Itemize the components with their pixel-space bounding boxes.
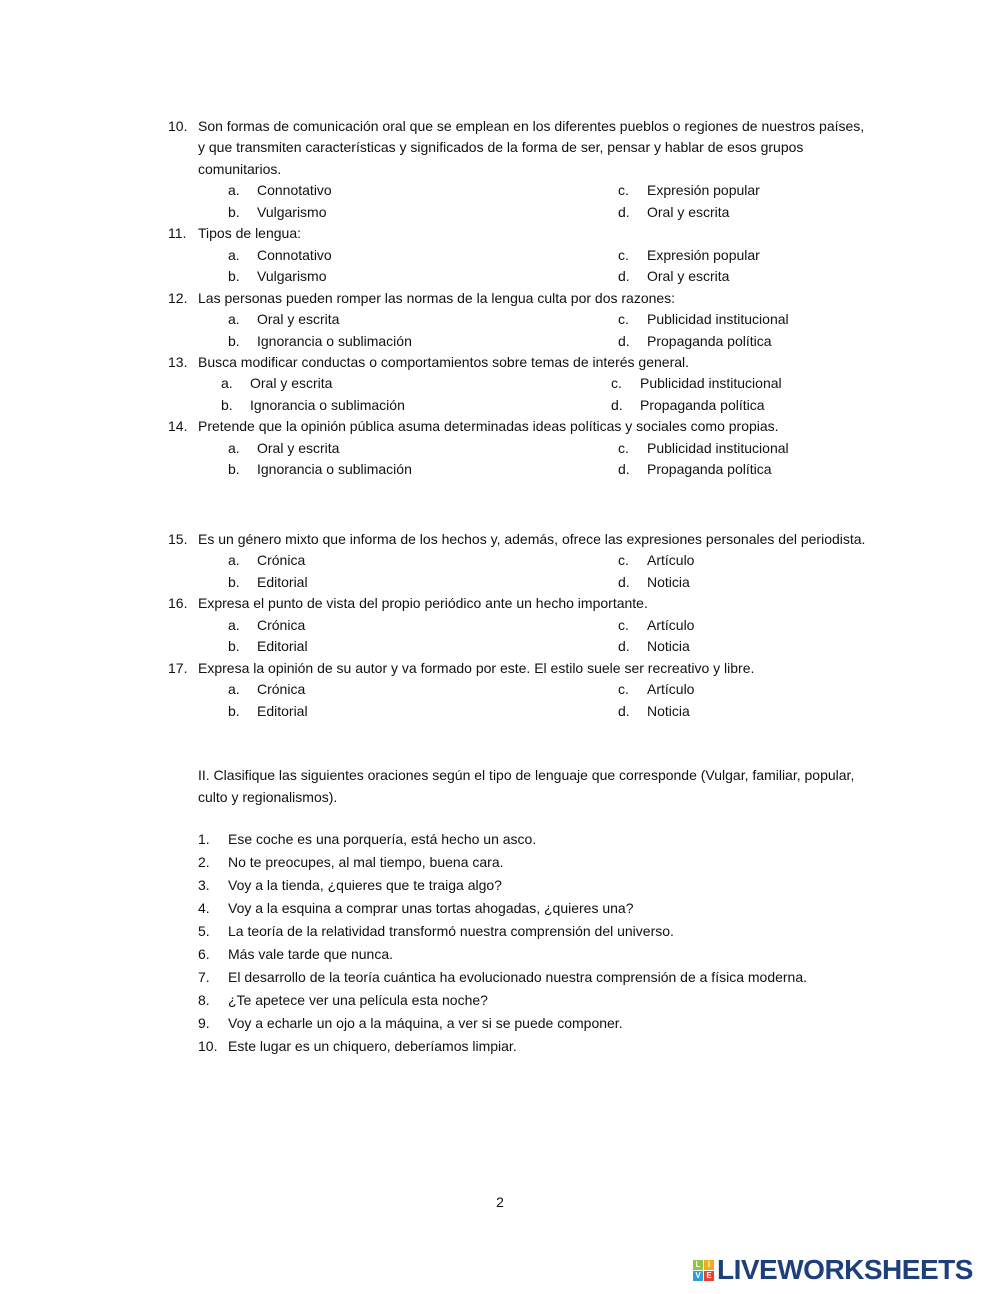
answer-option[interactable] (581, 373, 841, 394)
option-text: Ignorancia o sublimación (257, 461, 412, 478)
option-text: Editorial (257, 638, 308, 655)
option-text: Noticia (647, 702, 690, 719)
sentence-text: Ese coche es una porquería, está hecho un asco. (228, 831, 537, 847)
option-letter: b. (228, 268, 240, 285)
question-text-row (168, 529, 868, 550)
answer-option[interactable] (198, 550, 588, 571)
question (168, 658, 868, 722)
option-text: Artículo (647, 616, 695, 633)
question-number: 10. (168, 118, 188, 134)
option-letter: c. (618, 616, 629, 633)
question (168, 352, 868, 416)
answer-options (198, 550, 868, 593)
answer-option[interactable] (198, 572, 588, 593)
question-number: 11. (168, 225, 187, 242)
answer-option[interactable] (198, 615, 588, 636)
answer-option[interactable] (588, 701, 848, 722)
option-text: Oral y escrita (647, 203, 730, 220)
option-letter: c. (611, 375, 622, 392)
sentence-item (198, 966, 868, 989)
sentence-text: Este lugar es un chiquero, deberíamos limpiar. (228, 1038, 517, 1054)
answer-option[interactable] (588, 331, 848, 352)
option-letter: d. (618, 702, 630, 719)
answer-option[interactable] (198, 180, 588, 201)
option-text: Oral y escrita (257, 439, 340, 456)
answer-option[interactable] (198, 245, 588, 266)
option-letter: b. (228, 332, 240, 349)
sentence-item (198, 851, 868, 874)
sentence-item (198, 920, 868, 943)
question (168, 288, 868, 352)
sentence-text: Voy a echarle un ojo a la máquina, a ver si se puede componer. (228, 1015, 623, 1031)
option-text: Oral y escrita (257, 311, 340, 328)
sentence-item (198, 828, 868, 851)
option-text: Ignorancia o sublimación (257, 332, 412, 349)
option-letter: b. (228, 203, 240, 220)
question-number: 15. (168, 531, 188, 547)
option-letter: d. (618, 268, 630, 285)
answer-option[interactable] (588, 550, 848, 571)
sentence-item (198, 943, 868, 966)
option-letter: d. (618, 332, 630, 349)
option-letter: d. (618, 573, 630, 590)
option-letter: c. (618, 246, 629, 263)
question-text-row (168, 593, 868, 614)
answer-option[interactable] (198, 701, 588, 722)
question-number: 12. (168, 289, 188, 306)
question-text: Pretende que la opinión pública asuma determinadas ideas políticas y sociales como propias. (198, 418, 779, 435)
section-2-instructions: II. Clasifique las siguientes oraciones según el tipo de lenguaje que corresponde (Vulgar, familiar, popular, culto y regionalismos). (198, 767, 855, 805)
answer-option[interactable] (198, 459, 588, 480)
question-text-row (168, 116, 868, 180)
question-text-row (168, 416, 868, 437)
sentence-text: Voy a la esquina a comprar unas tortas ahogadas, ¿quieres una? (228, 900, 634, 916)
answer-option[interactable] (198, 202, 588, 223)
option-letter: a. (228, 182, 240, 199)
answer-option[interactable] (588, 615, 848, 636)
option-text: Noticia (647, 573, 690, 590)
answer-option[interactable] (198, 636, 588, 657)
option-letter: b. (228, 461, 240, 478)
option-text: Noticia (647, 638, 690, 655)
question-text: Expresa el punto de vista del propio periódico ante un hecho importante. (198, 595, 648, 612)
answer-option[interactable] (588, 572, 848, 593)
sentence-number: 3. (198, 877, 210, 893)
questions-10-14 (168, 116, 868, 481)
answer-option[interactable] (588, 266, 848, 287)
question-number: 16. (168, 595, 188, 612)
logo-cube-icon (693, 1260, 714, 1281)
option-text: Propaganda política (647, 461, 772, 478)
sentence-number: 9. (198, 1015, 210, 1031)
answer-options (198, 245, 868, 288)
option-letter: d. (618, 461, 630, 478)
sentence-text: La teoría de la relatividad transformó nuestra comprensión del universo. (228, 923, 674, 939)
option-text: Vulgarismo (257, 268, 327, 285)
option-text: Artículo (647, 681, 695, 698)
option-letter: b. (228, 573, 240, 590)
option-text: Publicidad institucional (647, 439, 789, 456)
answer-options (191, 373, 868, 416)
sentence-number: 1. (198, 831, 210, 847)
logo-cube-letter: I (704, 1260, 714, 1270)
option-letter: a. (228, 681, 240, 698)
option-text: Editorial (257, 573, 308, 590)
option-letter: c. (618, 681, 629, 698)
option-letter: a. (228, 439, 240, 456)
answer-options (198, 438, 868, 481)
option-text: Connotativo (257, 182, 332, 199)
sentence-number: 5. (198, 923, 210, 939)
sentence-number: 6. (198, 946, 210, 962)
section-2 (168, 765, 868, 1058)
question-text-row (168, 223, 868, 244)
answer-option[interactable] (588, 679, 848, 700)
sentence-number: 8. (198, 992, 210, 1008)
question-number: 14. (168, 418, 188, 435)
answer-option[interactable] (588, 245, 848, 266)
answer-option[interactable] (588, 309, 848, 330)
page-number: 2 (496, 1194, 504, 1210)
sentence-number: 7. (198, 969, 210, 985)
questions-15-17 (168, 529, 868, 722)
sentence-text: Voy a la tienda, ¿quieres que te traiga algo? (228, 877, 502, 893)
option-text: Editorial (257, 702, 308, 719)
option-text: Publicidad institucional (640, 375, 782, 392)
answer-option[interactable] (581, 395, 841, 416)
question-number: 13. (168, 353, 188, 370)
answer-options (198, 309, 868, 352)
question (168, 416, 868, 480)
option-letter: a. (221, 375, 233, 392)
answer-option[interactable] (191, 373, 581, 394)
question (168, 529, 868, 593)
question-text: Busca modificar conductas o comportamientos sobre temas de interés general. (198, 353, 690, 370)
question-text: Las personas pueden romper las normas de la lengua culta por dos razones: (198, 289, 676, 306)
answer-option[interactable] (191, 395, 581, 416)
sentence-item (198, 989, 868, 1012)
answer-option[interactable] (198, 679, 588, 700)
option-letter: c. (618, 439, 629, 456)
option-text: Propaganda política (647, 332, 772, 349)
option-text: Ignorancia o sublimación (250, 396, 405, 413)
answer-option[interactable] (588, 202, 848, 223)
answer-options (198, 679, 868, 722)
option-text: Vulgarismo (257, 203, 327, 220)
option-text: Connotativo (257, 246, 332, 263)
question (168, 223, 868, 287)
option-text: Oral y escrita (250, 375, 333, 392)
logo-cube-letter: E (704, 1271, 714, 1281)
question (168, 116, 868, 223)
sentence-text: No te preocupes, al mal tiempo, buena cara. (228, 854, 504, 870)
sentence-list (168, 828, 868, 1058)
sentence-number: 4. (198, 900, 210, 916)
option-text: Propaganda política (640, 396, 765, 413)
sentence-item (198, 897, 868, 920)
question-text: Expresa la opinión de su autor y va formado por este. El estilo suele ser recreativo y libre. (198, 659, 755, 676)
option-letter: b. (228, 638, 240, 655)
option-text: Crónica (257, 552, 306, 569)
option-letter: a. (228, 616, 240, 633)
answer-option[interactable] (198, 309, 588, 330)
option-text: Crónica (257, 681, 306, 698)
question (168, 593, 868, 657)
logo-text: LIVEWORKSHEETS (717, 1254, 973, 1285)
sentence-number: 10. (198, 1038, 218, 1054)
sentence-text: ¿Te apetece ver una película esta noche? (228, 992, 488, 1008)
question-text-row (168, 288, 868, 309)
question-text: Son formas de comunicación oral que se emplean en los diferentes pueblos o regiones de nuestros países, y que transmiten características y significados de la forma de ser, pensar y hablar de esos grupos comunitarios. (198, 118, 865, 177)
question-text-row (168, 352, 868, 373)
logo-cube-letter: L (693, 1260, 703, 1270)
option-text: Publicidad institucional (647, 311, 789, 328)
option-letter: a. (228, 246, 240, 263)
sentence-number: 2. (198, 854, 210, 870)
option-text: Expresión popular (647, 182, 760, 199)
sentence-text: Más vale tarde que nunca. (228, 946, 393, 962)
question-text: Es un género mixto que informa de los hechos y, además, ofrece las expresiones personales del periodista. (198, 531, 866, 547)
option-letter: d. (618, 203, 630, 220)
option-text: Expresión popular (647, 246, 760, 263)
question-text: Tipos de lengua: (198, 225, 301, 242)
sentence-item (198, 874, 868, 897)
question-text-row (168, 658, 868, 679)
logo-cube-letter: V (693, 1271, 703, 1281)
sentence-item (198, 1012, 868, 1035)
answer-options (198, 180, 868, 223)
answer-option[interactable] (588, 459, 848, 480)
option-letter: c. (618, 182, 629, 199)
option-letter: a. (228, 311, 240, 328)
answer-option[interactable] (588, 438, 848, 459)
option-letter: b. (221, 396, 233, 413)
answer-option[interactable] (198, 438, 588, 459)
option-text: Crónica (257, 616, 306, 633)
sentence-text: El desarrollo de la teoría cuántica ha evolucionado nuestra comprensión de a física moderna. (228, 969, 808, 985)
option-letter: d. (618, 638, 630, 655)
answer-option[interactable] (198, 331, 588, 352)
option-letter: a. (228, 552, 240, 569)
answer-options (198, 615, 868, 658)
option-letter: c. (618, 552, 629, 569)
answer-option[interactable] (588, 180, 848, 201)
answer-option[interactable] (588, 636, 848, 657)
option-letter: d. (611, 396, 623, 413)
option-text: Oral y escrita (647, 268, 730, 285)
sentence-item (198, 1035, 868, 1058)
liveworksheets-logo[interactable] (693, 1254, 973, 1286)
answer-option[interactable] (198, 266, 588, 287)
option-letter: c. (618, 311, 629, 328)
option-text: Artículo (647, 552, 695, 569)
option-letter: b. (228, 702, 240, 719)
question-number: 17. (168, 659, 188, 676)
